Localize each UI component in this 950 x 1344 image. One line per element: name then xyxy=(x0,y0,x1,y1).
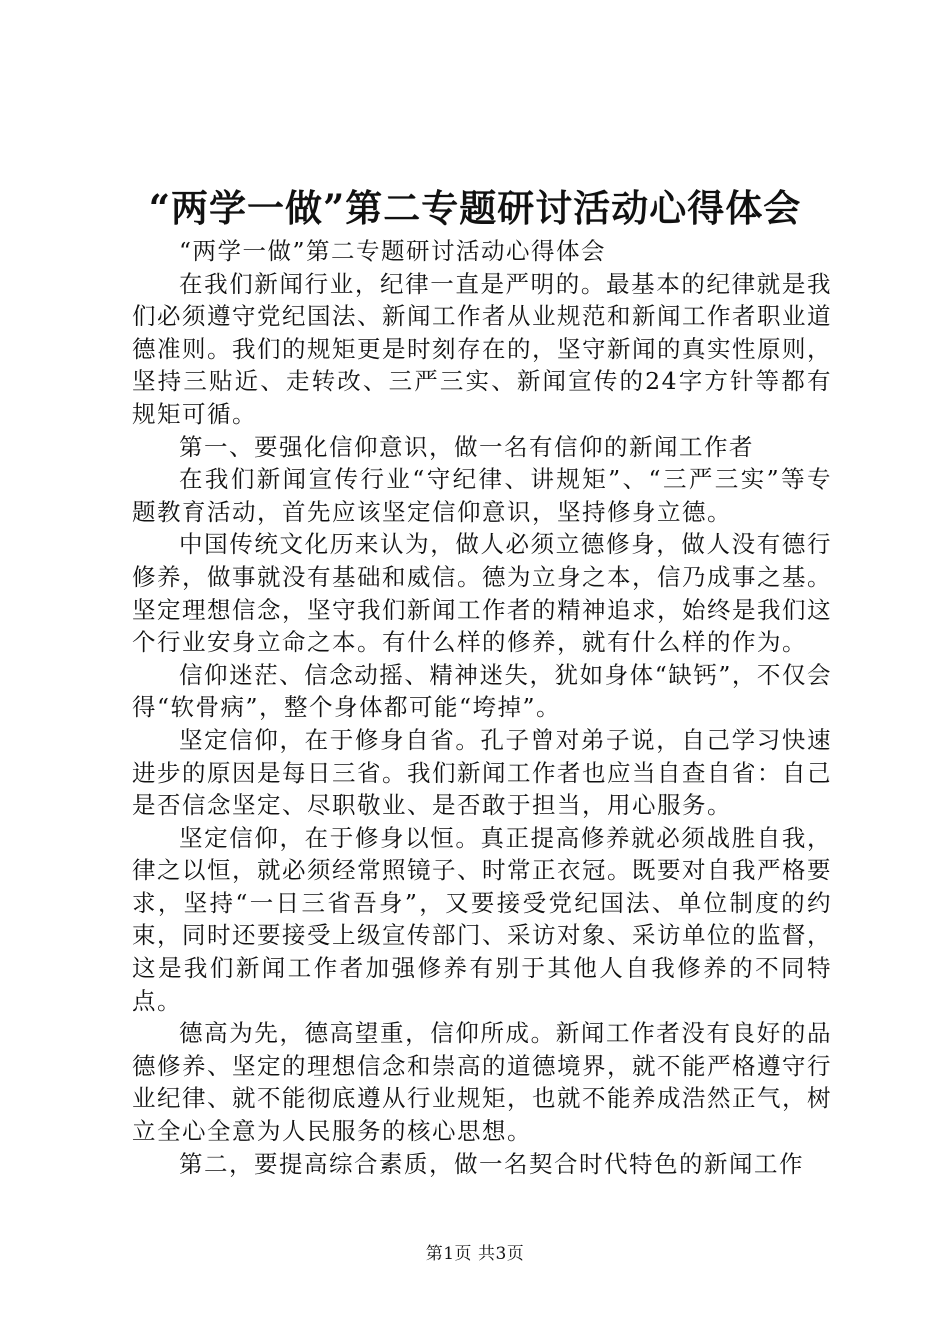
paragraph-2: 在我们新闻宣传行业“守纪律、讲规矩”、“三严三实”等专题教育活动，首先应该坚定信仰意识，坚持修身立德。 xyxy=(132,465,832,526)
paragraph-5: 坚定信仰，在于修身自省。孔子曾对弟子说，自己学习快速进步的原因是每日三省。我们新闻工作者也应当自查自省：自己是否信念坚定、尽职敬业、是否敢于担当，用心服务。 xyxy=(132,725,832,820)
paragraph-6: 坚定信仰，在于修身以恒。真正提高修养就必须战胜自我，律之以恒，就必须经常照镜子、时常正衣冠。既要对自我严格要求，坚持“一日三省吾身”，又要接受党纪国法、单位制度的约束，同时还要接受上级宣传部门、采访对象、采访单位的监督，这是我们新闻工作者加强修养有别于其他人自我修养的不同特点。 xyxy=(132,823,832,1015)
section-heading-2: 第二，要提高综合素质，做一名契合时代特色的新闻工作 xyxy=(179,1149,804,1178)
document-title: “两学一做”第二专题研讨活动心得体会 xyxy=(148,186,802,230)
paragraph-3: 中国传统文化历来认为，做人必须立德修身，做人没有德行修养，做事就没有基础和威信。德为立身之本，信乃成事之基。坚定理想信念，坚守我们新闻工作者的精神追求，始终是我们这个行业安身立命之本。有什么样的修养，就有什么样的作为。 xyxy=(132,530,832,657)
page-number-footer: 第1页 共3页 xyxy=(425,1244,525,1264)
paragraph-1: 在我们新闻行业，纪律一直是严明的。最基本的纪律就是我们必须遵守党纪国法、新闻工作者从业规范和新闻工作者职业道德准则。我们的规矩更是时刻存在的，坚守新闻的真实性原则，坚持三贴近、走转改、三严三实、新闻宣传的24字方针等都有规矩可循。 xyxy=(132,269,832,428)
paragraph-7: 德高为先，德高望重，信仰所成。新闻工作者没有良好的品德修养、坚定的理想信念和崇高的道德境界，就不能严格遵守行业纪律、就不能彻底遵从行业规矩，也就不能养成浩然正气，树立全心全意为人民服务的核心思想。 xyxy=(132,1019,832,1146)
paragraph-4: 信仰迷茫、信念动摇、精神迷失，犹如身体“缺钙”，不仅会得“软骨病”，整个身体都可能“垮掉”。 xyxy=(132,660,832,722)
section-heading-1: 第一、要强化信仰意识，做一名有信仰的新闻工作者 xyxy=(179,432,754,461)
document-subtitle: “两学一做”第二专题研讨活动心得体会 xyxy=(179,237,607,265)
document-body xyxy=(132,235,832,1180)
